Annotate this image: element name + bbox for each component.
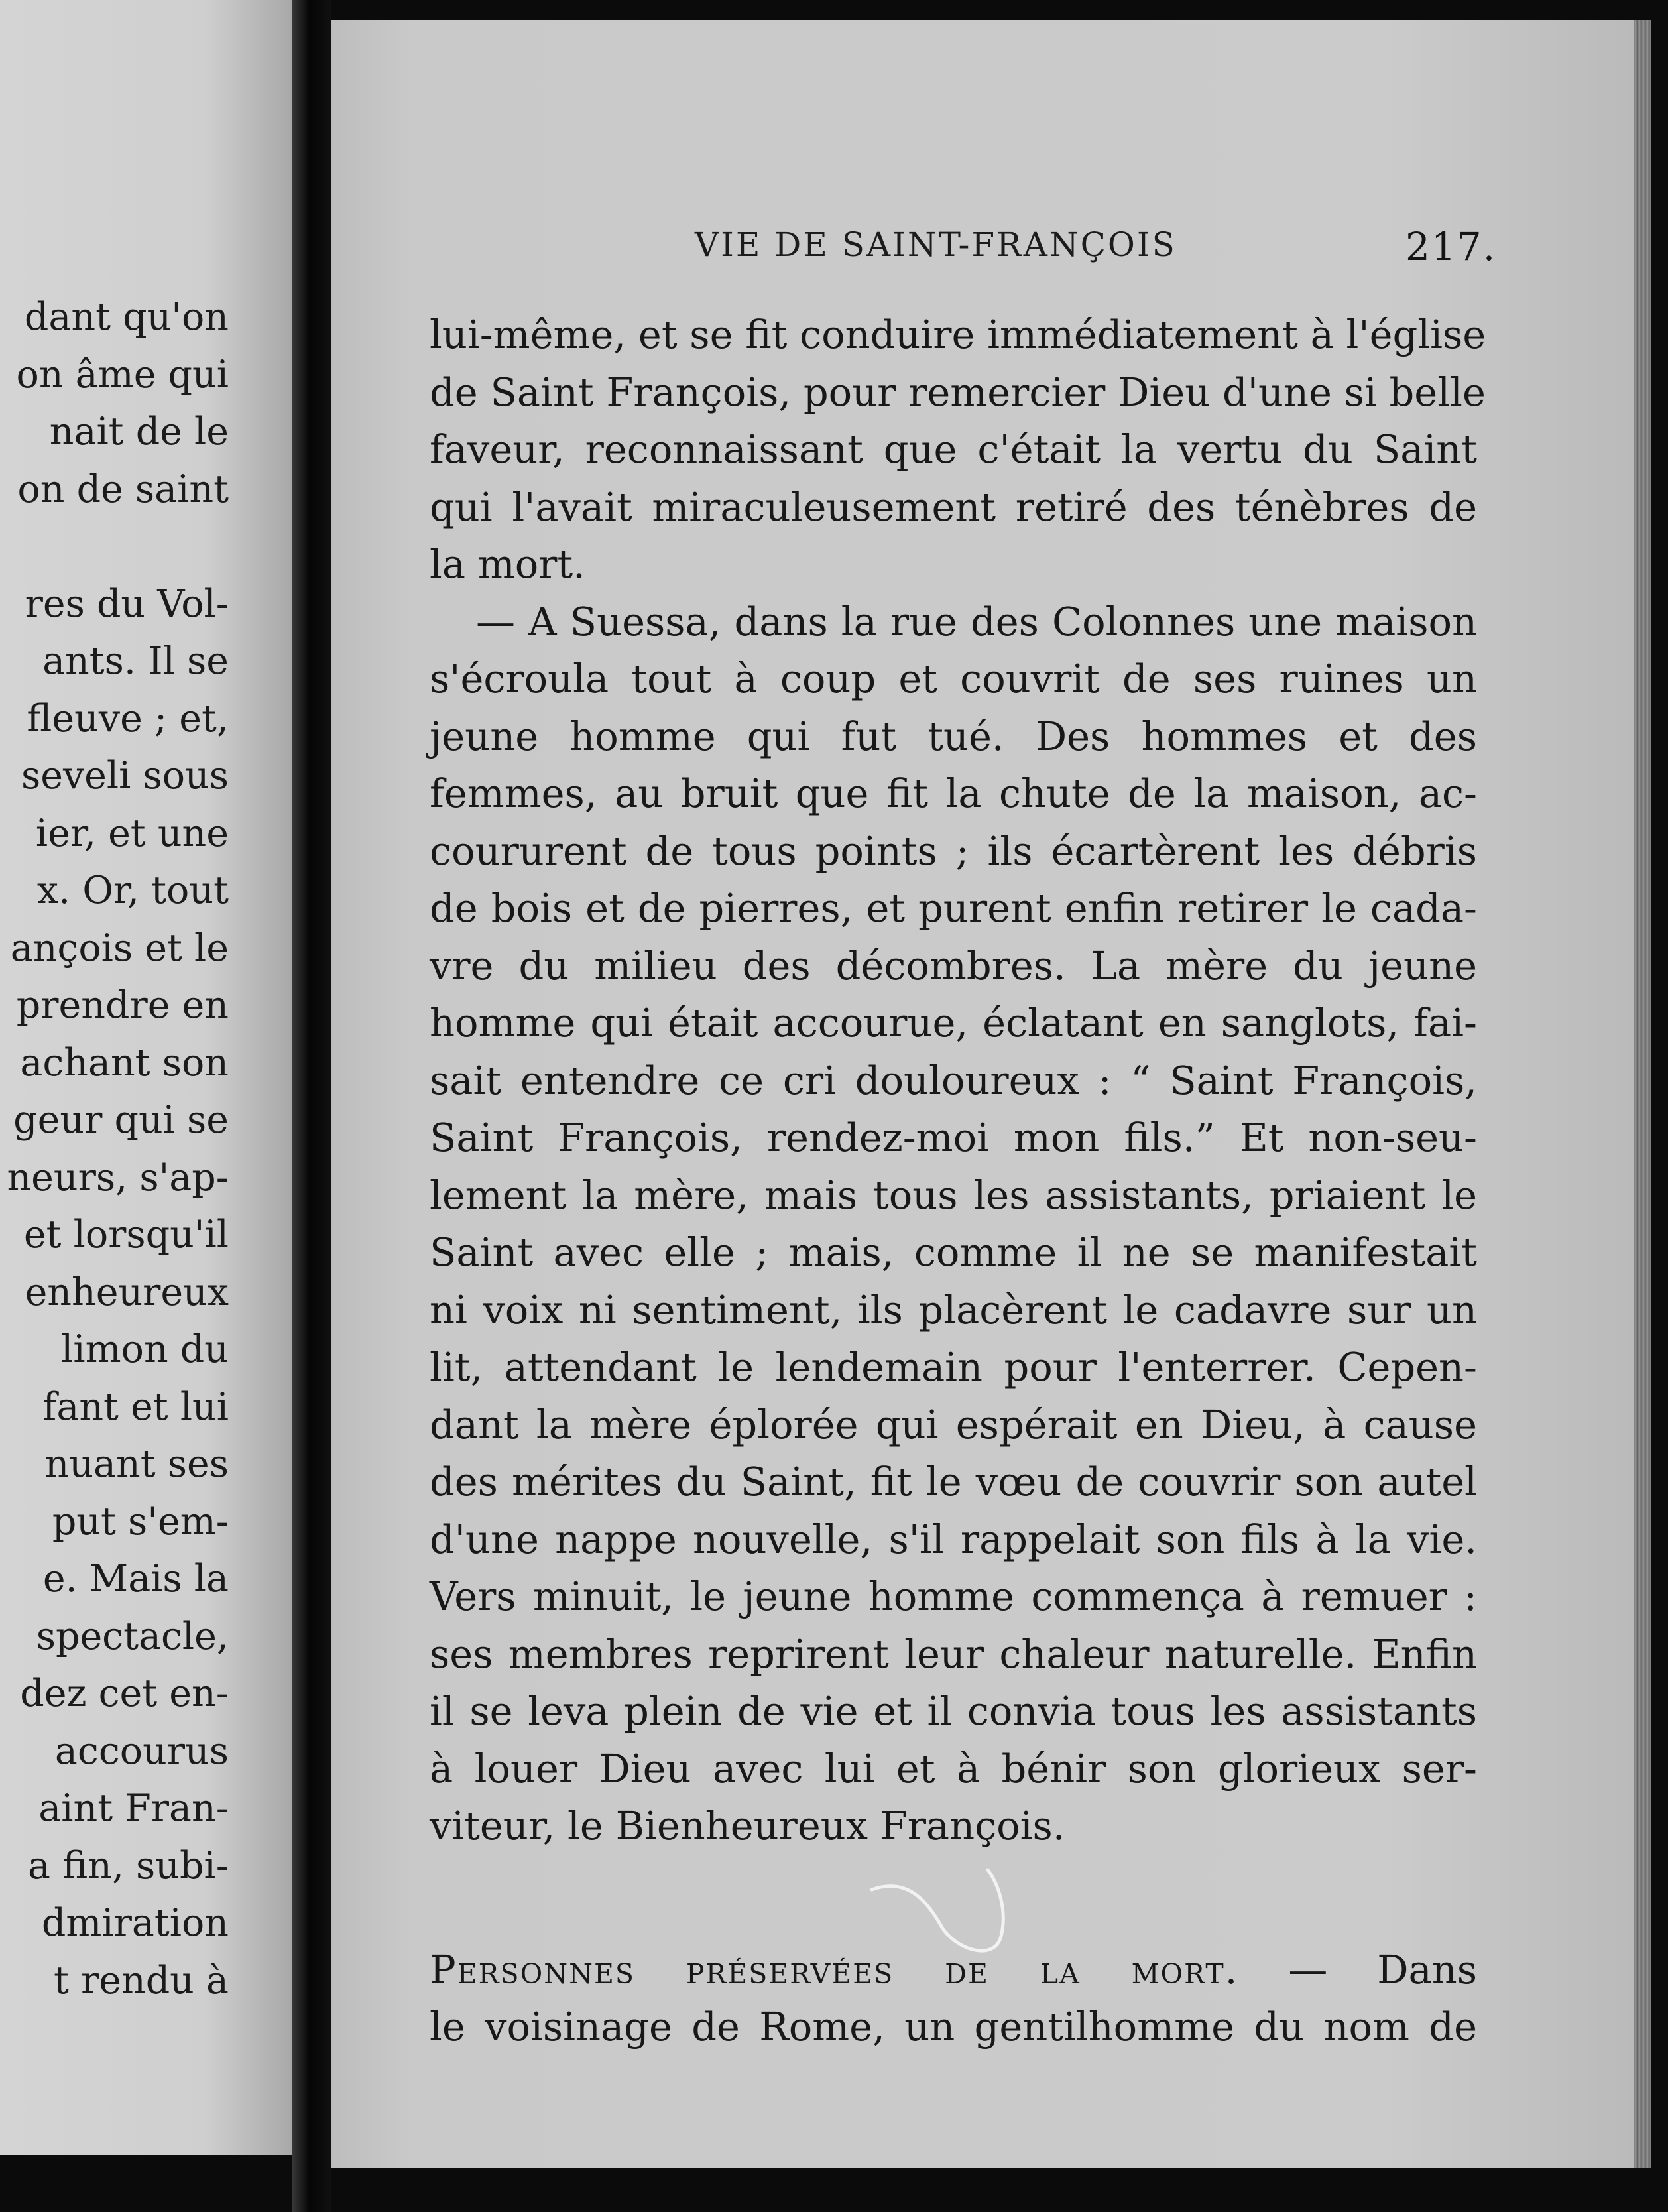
text-line: des mérites du Saint, fit le vœu de couvrir son autel (430, 1459, 1477, 1505)
left-page-line: fant et lui (42, 1384, 229, 1429)
left-page-line: dez cet en- (20, 1672, 229, 1715)
text-line: lement la mère, mais tous les assistants, priaient le (430, 1172, 1477, 1218)
text-line: ni voix ni sentiment, ils placèrent le cadavre sur un (430, 1286, 1477, 1333)
left-page-line: t rendu à (53, 1958, 229, 2002)
left-page-line: achant son (20, 1040, 229, 1085)
text-line: il se leva plein de vie et il convia tous les assistants (430, 1688, 1477, 1734)
text-line: viteur, le Bienheureux François. (430, 1803, 1065, 1849)
section-gap (430, 1855, 1477, 1941)
left-page-line: spectacle, (36, 1614, 229, 1658)
left-page-line: res du Vol- (25, 582, 229, 626)
text-line: homme qui était accourue, éclatant en sanglots, fai- (430, 1000, 1477, 1046)
left-page-line: seveli sous (21, 754, 229, 798)
left-page-line: a fin, subi- (27, 1843, 229, 1888)
body-text (430, 306, 1486, 2056)
running-head: VIE DE SAINT-FRANÇOIS (695, 225, 1177, 264)
left-page-line: ier, et une (35, 811, 229, 855)
left-page-line: e. Mais la (42, 1557, 229, 1601)
text-line: — A Suessa, dans la rue des Colonnes une maison (476, 598, 1477, 645)
left-page-line: x. Or, tout (36, 869, 229, 912)
left-page-line: ants. Il se (42, 639, 229, 683)
left-page-line: on âme qui (16, 352, 229, 397)
text-line: vre du milieu des décombres. La mère du jeune (430, 942, 1477, 989)
text-line: de bois et de pierres, et purent enfin retirer le cada- (430, 885, 1477, 931)
section-next-line: le voisinage de Rome, un gentilhomme du nom de (430, 2004, 1477, 2050)
left-page-line: limon du (61, 1327, 229, 1371)
left-page-line: enheureux (25, 1270, 229, 1314)
left-page-line: on de saint (17, 467, 229, 511)
left-page-line: nuant ses (44, 1442, 229, 1486)
text-line: d'une nappe nouvelle, s'il rappelait son fils à la vie. (430, 1516, 1477, 1562)
text-line: coururent de tous points ; ils écartèrent les débris (430, 828, 1477, 874)
section-heading: Personnes préservées de la mort. (430, 1946, 1239, 1993)
left-page-line: fleuve ; et, (27, 696, 229, 741)
left-page-line: aint Fran- (38, 1786, 229, 1830)
right-page (331, 20, 1651, 2168)
left-page-line: neurs, s'ap- (7, 1155, 229, 1199)
paragraph-lines (430, 306, 1486, 1855)
section-heading-tail: — Dans (1238, 1946, 1477, 1993)
text-line: Vers minuit, le jeune homme commença à remuer : (430, 1573, 1477, 1619)
page-edge (1634, 20, 1651, 2168)
left-page-line: put s'em- (52, 1499, 229, 1544)
text-line: qui l'avait miraculeusement retiré des ténèbres de (430, 483, 1477, 530)
text-line: s'écroula tout à coup et couvrit de ses ruines un (430, 656, 1477, 702)
text-line: faveur, reconnaissant que c'était la vertu du Saint (430, 426, 1477, 472)
left-page-line: prendre en (16, 983, 229, 1027)
text-line: femmes, au bruit que fit la chute de la maison, ac- (430, 770, 1477, 816)
text-line: lui-même, et se fit conduire immédiatement à l'église (430, 312, 1486, 357)
text-line: Saint avec elle ; mais, comme il ne se manifestait (430, 1229, 1477, 1275)
text-line: de Saint François, pour remercier Dieu d'une si belle (430, 369, 1486, 415)
text-line: la mort. (430, 541, 585, 587)
page-number: 217. (1405, 224, 1497, 269)
text-line: Saint François, rendez-moi mon fils.” Et non-seu- (430, 1115, 1477, 1160)
left-page-line: accourus (54, 1729, 229, 1773)
left-page-line: nait de le (49, 410, 229, 454)
text-line: jeune homme qui fut tué. Des hommes et des (430, 713, 1477, 759)
text-line: sait entendre ce cri douloureux : “ Saint François, (430, 1057, 1477, 1103)
left-page-line: et lorsqu'il (23, 1213, 229, 1257)
text-line: dant la mère éplorée qui espérait en Dieu, à cause (430, 1401, 1477, 1447)
section-heading-line (430, 1941, 1477, 1999)
left-page-line: ançois et le (10, 926, 229, 970)
left-page-line: geur qui se (13, 1098, 229, 1142)
text-line: ses membres reprirent leur chaleur naturelle. Enfin (430, 1630, 1477, 1677)
left-page-line: dmiration (41, 1901, 229, 1945)
left-page-text (0, 288, 229, 2009)
text-line: à louer Dieu avec lui et à bénir son glorieux ser- (430, 1745, 1477, 1792)
left-page-line (0, 518, 229, 576)
book-gutter (292, 0, 331, 2212)
text-line: lit, attendant le lendemain pour l'enterrer. Cepen- (430, 1344, 1477, 1390)
left-page (0, 0, 292, 2155)
left-page-line: dant qu'on (24, 295, 229, 339)
